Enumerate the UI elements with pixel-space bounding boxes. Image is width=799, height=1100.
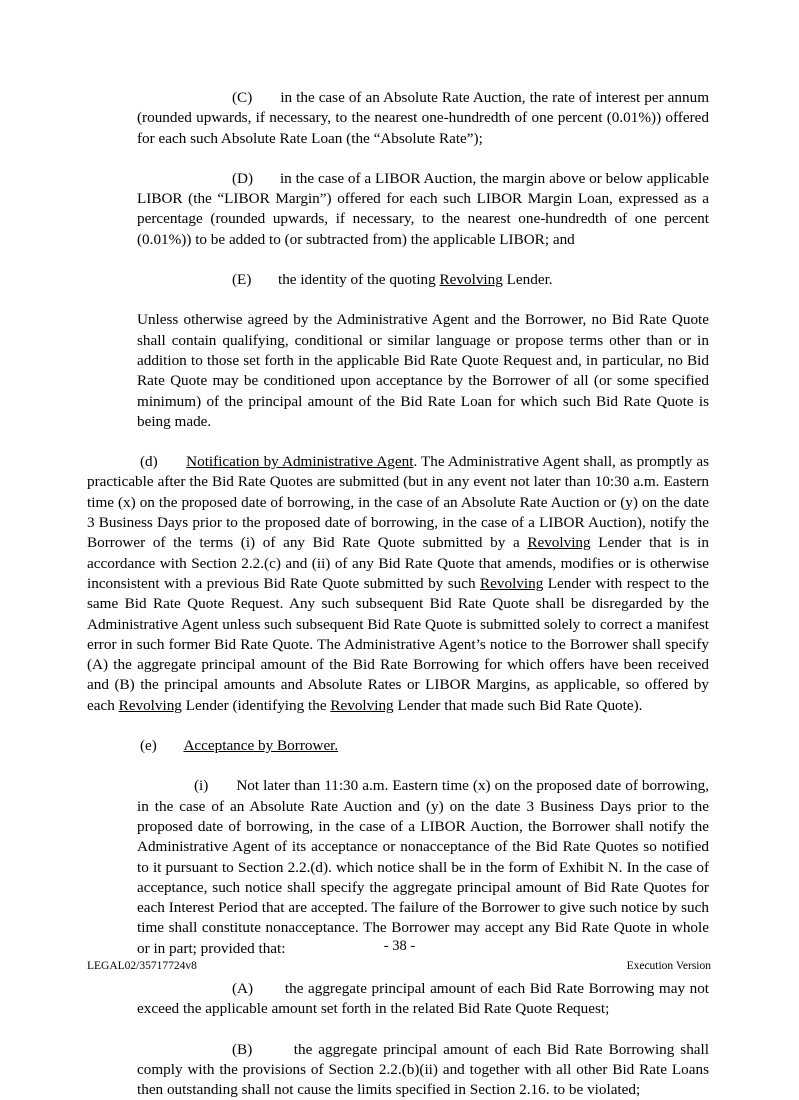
clause-D-label: (D): [232, 169, 254, 187]
clause-e-heading: Acceptance by Borrower.: [183, 737, 339, 755]
clause-d-segment-5: Lender that made such Bid Rate Quote).: [393, 696, 643, 714]
clause-d-segment-2: Lender that is in accordance with Section 2.2.(c) and (ii) of any Bid Rate Quote that amends, modifies or is otherwise inconsistent with a previous Bid Rate Quote submitted by such: [87, 534, 709, 592]
clause-d-paragraph: [87, 452, 709, 716]
clause-D-text: in the case of a LIBOR Auction, the margin above or below applicable LIBOR (the “LIBOR Margin”) offered for each such LIBOR Margin Loan, expressed as a percentage (rounded upwards, if necessary, to the nearest one-hundredth of one percent (0.01%)) to be added to (or subtracted from) the applicable LIBOR; and: [137, 169, 710, 248]
clause-d-segment-1: . The Administrative Agent shall, as promptly as practicable after the Bid Rate Quotes are submitted (but in any event not later than 10:30 a.m. Eastern time (x) on the proposed date of borrowing, in the case of an Absolute Rate Auction or (y) on the date 3 Business Days prior to the proposed date of borrowing, in the case of a LIBOR Auction), notify the Borrower of the terms (i) of any Bid Rate Quote submitted by a: [87, 453, 710, 552]
clause-d-underlined-term-3: Revolving: [118, 696, 182, 714]
clause-C-text: in the case of an Absolute Rate Auction, the rate of interest per annum (rounded upwards, if necessary, to the nearest one-hundredth of one percent (0.01%)) offered for each such Absolute Rate Loan (the “Absolute Rate”);: [137, 89, 710, 147]
clause-d-label: (d): [140, 453, 158, 471]
clause-E-text-before: the identity of the quoting: [277, 271, 440, 289]
clause-B-text: the aggregate principal amount of each Bid Rate Borrowing shall comply with the provisions of Section 2.2.(b)(ii) and together with all other Bid Rate Loans then outstanding shall not cause the limits specified in Section 2.16. to be violated;: [137, 1040, 709, 1099]
clause-d-underlined-term-4: Revolving: [330, 696, 394, 714]
clause-i-label: (i): [194, 777, 209, 795]
clause-d-segment-3: Lender with respect to the same Bid Rate Quote Request. Any such subsequent Bid Rate Quote shall be disregarded by the Administrative Agent unless such subsequent Bid Rate Quote is submitted solely to correct a manifest error in such former Bid Rate Quote. The Administrative Agent’s notice to the Borrower shall specify (A) the aggregate principal amount of the Bid Rate Borrowing for which offers have been received and (B) the principal amounts and Absolute Rates or LIBOR Margins, as applicable, so offered by each: [87, 574, 709, 714]
clause-e-label: (e): [140, 737, 157, 755]
page-number: - 38 -: [383, 938, 416, 954]
clause-E-label: (E): [232, 271, 252, 289]
footer-version-label: Execution Version: [626, 960, 711, 972]
clause-d-underlined-term-1: Revolving: [527, 534, 591, 552]
clause-B-paragraph: [137, 1040, 709, 1100]
clause-i-text: Not later than 11:30 a.m. Eastern time (x) on the proposed date of borrowing, in the case of an Absolute Rate Auction and (y) on the date 3 Business Days prior to the proposed date of borrowing, in the case of a LIBOR Auction, the Borrower shall notify the Administrative Agent of its acceptance or nonacceptance of the Bid Rate Quotes so notified to it pursuant to Section 2.2.(d). which notice shall be in the form of Exhibit N. In the case of acceptance, such notice shall specify the aggregate principal amount of Bid Rate Quotes for each Interest Period that are accepted. The failure of the Borrower to give such notice by such time shall constitute nonacceptance. The Borrower may accept any Bid Rate Quote in whole or in part; provided that:: [137, 777, 710, 957]
clause-E-text-after: Lender.: [502, 271, 553, 289]
clause-d-heading: Notification by Administrative Agent: [186, 453, 414, 471]
clause-d-underlined-term-2: Revolving: [480, 574, 544, 592]
clause-D-paragraph: [137, 169, 709, 250]
clause-E-underlined-term: Revolving: [439, 271, 503, 289]
clause-i-paragraph: [137, 776, 709, 959]
clause-E-paragraph: [137, 270, 709, 290]
clause-C-label: (C): [232, 89, 253, 106]
clause-A-text: the aggregate principal amount of each Bid Rate Borrowing may not exceed the applicable amount set forth in the related Bid Rate Quote Request;: [137, 979, 710, 1018]
unless-otherwise-agreed-paragraph: Unless otherwise agreed by the Administrative Agent and the Borrower, no Bid Rate Quote shall contain qualifying, conditional or similar language or propose terms other than or in addition to those set forth in the applicable Bid Rate Quote Request and, in particular, no Bid Rate Quote may be conditioned upon acceptance by the Borrower of all (or some specified minimum) of the principal amount of the Bid Rate Loan for which such Bid Rate Quote is being made.: [137, 311, 709, 430]
footer-document-id: LEGAL02/35717724v8: [87, 960, 197, 972]
clause-A-label: (A): [232, 979, 254, 997]
page-footer: [0, 938, 799, 998]
clause-C-paragraph: [137, 88, 709, 149]
clause-B-label: (B): [232, 1040, 253, 1058]
clause-e-heading-line: [87, 736, 709, 756]
clause-d-segment-4: Lender (identifying the: [181, 696, 331, 714]
